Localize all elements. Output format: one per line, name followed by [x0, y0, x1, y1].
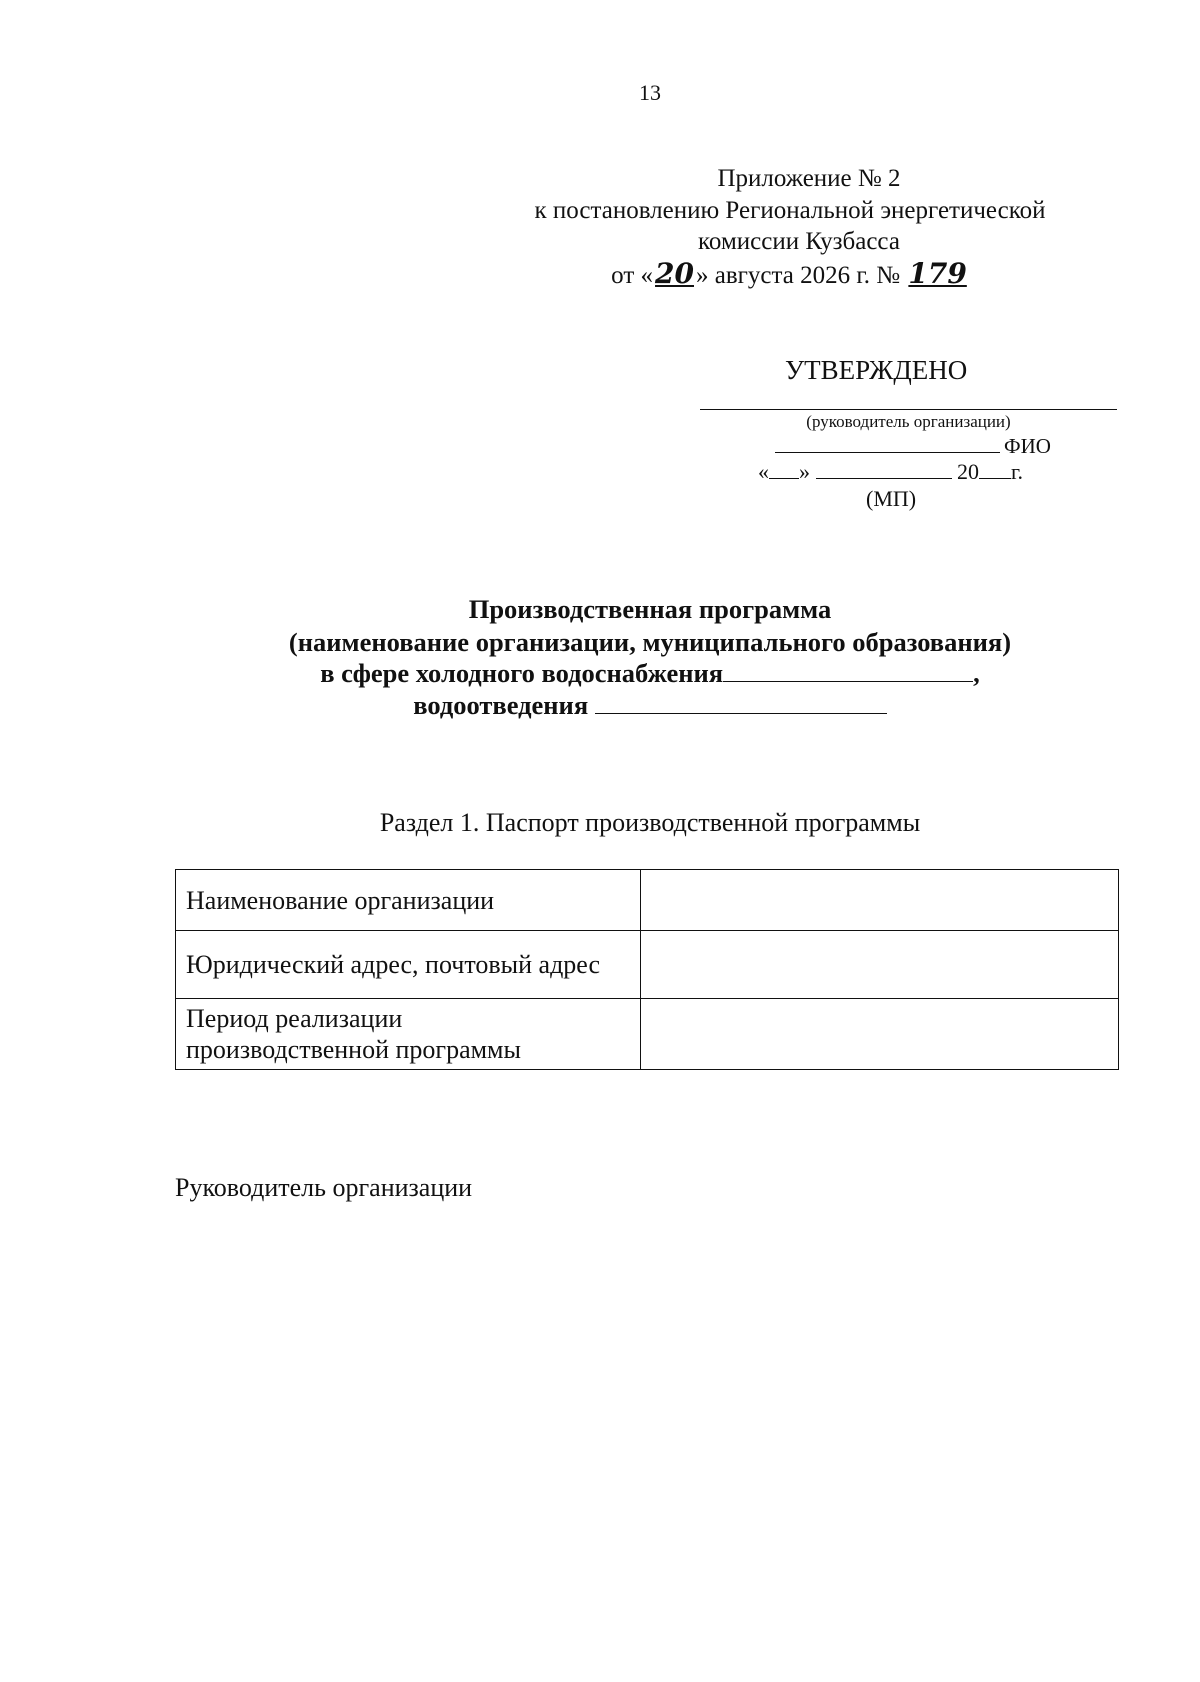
year-blank [979, 478, 1011, 479]
title-water-supply-line [0, 658, 1200, 689]
approver-caption: (руководитель организации) [806, 412, 1011, 431]
title-wastewater-line [0, 690, 1200, 721]
table-row [176, 870, 1119, 931]
page-number: 13 [639, 80, 661, 105]
day-blank [769, 478, 799, 479]
month-blank [816, 478, 952, 479]
water-supply-blank [723, 681, 973, 682]
stamp-placeholder: (МП) [866, 486, 917, 511]
appendix-commission: комиссии Кузбасса [698, 228, 900, 255]
document-subtitle: (наименование организации, муниципального образования) [288, 627, 1012, 657]
table-cell-value [641, 999, 1119, 1070]
wastewater-label: водоотведения [413, 690, 589, 720]
date-close-quote: » [799, 459, 810, 484]
date-open-quote: « [758, 459, 769, 484]
handwritten-day: 20 [655, 256, 694, 290]
passport-table [175, 869, 1119, 1070]
appendix-resolution-ref: к постановлению Региональной энергетической [534, 196, 1046, 224]
approved-heading: УТВЕРЖДЕНО [785, 355, 968, 385]
label-line: Период реализации [186, 1004, 403, 1033]
fio-row [775, 434, 1051, 459]
label-line: производственной программы [186, 1035, 521, 1064]
table-cell-value [641, 931, 1119, 999]
appendix-date-line [490, 258, 1090, 292]
title-comma: , [973, 658, 980, 688]
table-cell-value [641, 870, 1119, 931]
water-supply-label: в сфере холодного водоснабжения [320, 658, 724, 688]
handwritten-number: 179 [908, 256, 967, 290]
head-signature-label: Руководитель организации [175, 1173, 473, 1202]
appendix-number: Приложение № 2 [717, 165, 901, 192]
fio-label: ФИО [1004, 434, 1051, 458]
table-row [176, 931, 1119, 999]
document-title: Производственная программа [468, 594, 832, 624]
approval-date-row [758, 459, 1023, 485]
section-heading: Раздел 1. Паспорт производственной программы [379, 808, 921, 837]
date-prefix: от « [611, 261, 654, 289]
year-prefix: 20 [957, 459, 979, 484]
date-middle: » августа 2026 г. № [696, 261, 901, 289]
table-cell-label: Юридический адрес, почтовый адрес [176, 931, 641, 999]
appendix-header [490, 163, 1090, 291]
table-cell-label [176, 999, 641, 1070]
year-suffix: г. [1011, 459, 1024, 484]
signature-line [700, 409, 1117, 410]
table-cell-label: Наименование организации [176, 870, 641, 931]
wastewater-blank [595, 713, 887, 714]
table-row [176, 999, 1119, 1070]
fio-blank [775, 452, 1000, 453]
